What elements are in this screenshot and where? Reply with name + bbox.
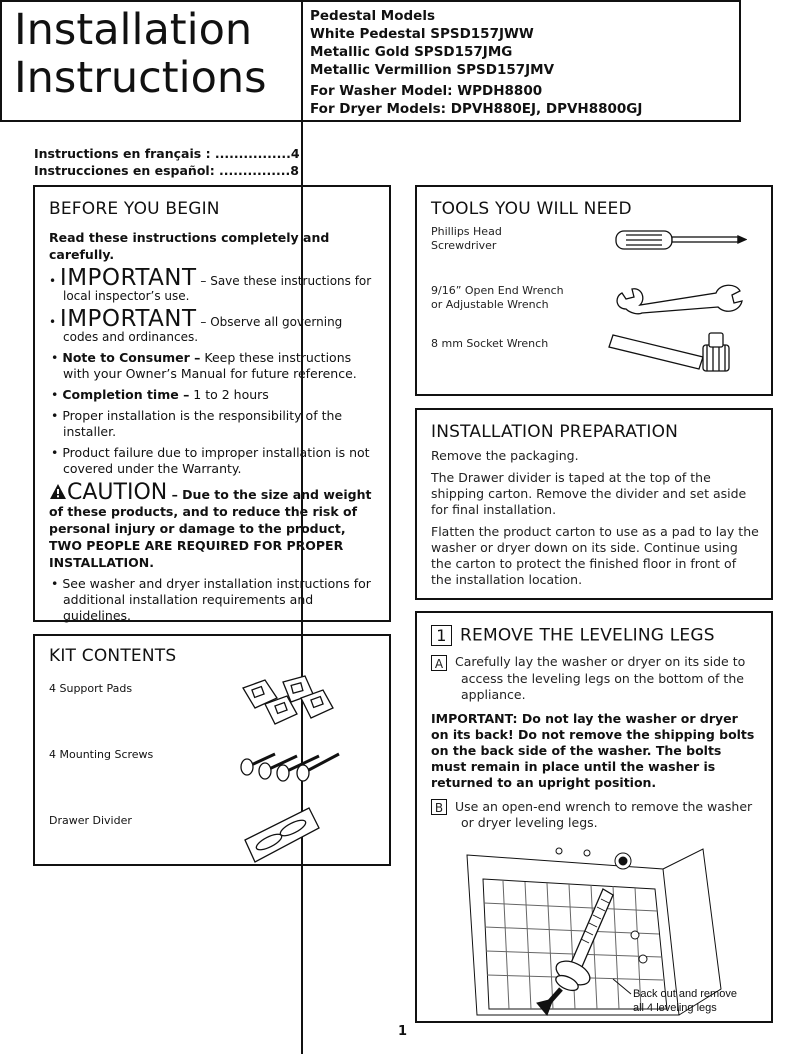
- substep-label: B: [431, 799, 447, 815]
- bullet-item: • Product failure due to improper installation is not covered under the Warranty.: [51, 445, 370, 476]
- section-title: BEFORE YOU BEGIN: [49, 199, 220, 219]
- tool-label-line: Screwdriver: [431, 239, 497, 252]
- screwdriver-icon: [612, 227, 747, 255]
- important-item: • IMPORTANT – Save these instructions for local inspector’s use.: [49, 265, 372, 303]
- kit-item-label: 4 Support Pads: [49, 682, 133, 695]
- tool-label-line: Phillips Head: [431, 225, 502, 238]
- caution-label: [49, 480, 167, 505]
- bullet-note: • Note to Consumer – Keep these instructions with your Owner’s Manual for future reference.: [51, 350, 357, 381]
- warning-triangle-icon: [49, 483, 67, 500]
- section-title: INSTALLATION PREPARATION: [431, 422, 679, 442]
- callout-line-1: Back out and remove: [633, 988, 737, 1000]
- substep-label: A: [431, 655, 447, 671]
- installation-preparation-section: [415, 408, 773, 600]
- section-title: [431, 625, 759, 646]
- important-item: • IMPORTANT – Observe all governing codes and ordinances.: [49, 306, 343, 344]
- bullet-text: See washer and dryer installation instructions for additional installation requirements and guidelines.: [62, 576, 371, 623]
- title-line-2: Instructions: [14, 53, 267, 103]
- callout-line-2: all 4 leveling legs: [633, 1002, 717, 1014]
- kit-contents-section: [33, 634, 391, 866]
- bullet-time: • Completion time – 1 to 2 hours: [51, 387, 269, 402]
- support-pads-illustration: [235, 672, 345, 732]
- tool-label-line: 9/16” Open End Wrench: [431, 284, 564, 297]
- page-number: 1: [398, 1024, 408, 1039]
- model-item: White Pedestal SPSD157JWW: [310, 26, 534, 42]
- washer-model: For Washer Model: WPDH8800: [310, 83, 543, 99]
- model-item: Metallic Vermillion SPSD157JMV: [310, 62, 555, 78]
- bullet-bold: Completion time –: [62, 387, 190, 402]
- substep-a: [431, 654, 759, 703]
- bullet-text: 1 to 2 hours: [189, 387, 269, 402]
- mounting-screws-illustration: [235, 740, 345, 784]
- section-title: TOOLS YOU WILL NEED: [431, 199, 632, 219]
- prep-paragraph: The Drawer divider is taped at the top of the shipping carton. Remove the divider and set aside for final installation.: [431, 470, 747, 517]
- important-text: – Observe all governing codes and ordinances.: [63, 315, 343, 344]
- tools-section: [415, 185, 773, 396]
- substep-text: Use an open-end wrench to remove the washer or dryer leveling legs.: [455, 798, 753, 830]
- wrench-icon: [612, 279, 747, 321]
- model-item: Metallic Gold SPSD157JMG: [310, 44, 513, 60]
- index-french: Instructions en français : ................4: [34, 146, 300, 161]
- substep-text: Carefully lay the washer or dryer on its side to access the leveling legs on the bottom of the appliance.: [455, 654, 746, 702]
- caution-block: [49, 480, 377, 571]
- important-label: IMPORTANT: [59, 265, 197, 291]
- model-heading: Pedestal Models: [310, 8, 435, 24]
- tool-label-line: or Adjustable Wrench: [431, 298, 549, 311]
- bullet-bold: Note to Consumer –: [62, 350, 201, 365]
- model-list: [310, 7, 642, 118]
- socket-wrench-icon: [607, 327, 747, 379]
- bullet-text: Keep these instructions with your Owner’s Manual for future reference.: [63, 350, 357, 381]
- tool-label: [431, 225, 502, 253]
- caution-word: CAUTION: [67, 480, 168, 505]
- step-1-section: [415, 611, 773, 1023]
- important-warning: IMPORTANT: Do not lay the washer or dryer on its back! Do not remove the shipping bolts on the back side of the washer. The bolts must remain in place until the washer is returned to an upright position.: [431, 710, 755, 790]
- substep-b: [431, 799, 759, 832]
- important-text: – Save these instructions for local inspector’s use.: [63, 274, 372, 303]
- header-box: [0, 0, 741, 122]
- kit-item-label: 4 Mounting Screws: [49, 748, 154, 761]
- section-title: KIT CONTENTS: [49, 646, 177, 666]
- important-label: IMPORTANT: [59, 306, 197, 332]
- step-number: 1: [431, 625, 452, 646]
- bullet-item: • See washer and dryer installation instructions for additional installation requirements and guidelines.: [51, 576, 371, 623]
- prep-paragraph: Flatten the product carton to use as a pad to lay the washer or dryer down on its side. Continue using the carton to protect the finished floor in front of the installation location.: [431, 524, 759, 587]
- tool-label: 8 mm Socket Wrench: [431, 337, 549, 350]
- before-you-begin-section: [33, 185, 391, 622]
- dryer-models: For Dryer Models: DPVH880EJ, DPVH8800GJ: [310, 101, 643, 117]
- tool-label: [431, 284, 564, 312]
- bullet-text: Product failure due to improper installation is not covered under the Warranty.: [62, 445, 370, 476]
- prep-paragraph: Remove the packaging.: [431, 448, 579, 463]
- drawer-divider-illustration: [241, 804, 325, 866]
- index-spanish: Instrucciones en español: ...............8: [34, 163, 299, 178]
- lead-text: Read these instructions completely and carefully.: [49, 230, 330, 262]
- bullet-text: Proper installation is the responsibility of the installer.: [62, 408, 343, 439]
- bullet-item: • Proper installation is the responsibility of the installer.: [51, 408, 343, 439]
- leveling-leg-illustration: [463, 839, 753, 1019]
- title-line-1: Installation: [14, 5, 253, 55]
- kit-item-label: Drawer Divider: [49, 814, 132, 827]
- step-title: REMOVE THE LEVELING LEGS: [460, 625, 715, 646]
- caution-text: – Due to the size and weight of these products, and to reduce the risk of personal injury or damage to the product, TWO PEOPLE ARE REQUIRED FOR PROPER INSTALLATION.: [49, 487, 372, 570]
